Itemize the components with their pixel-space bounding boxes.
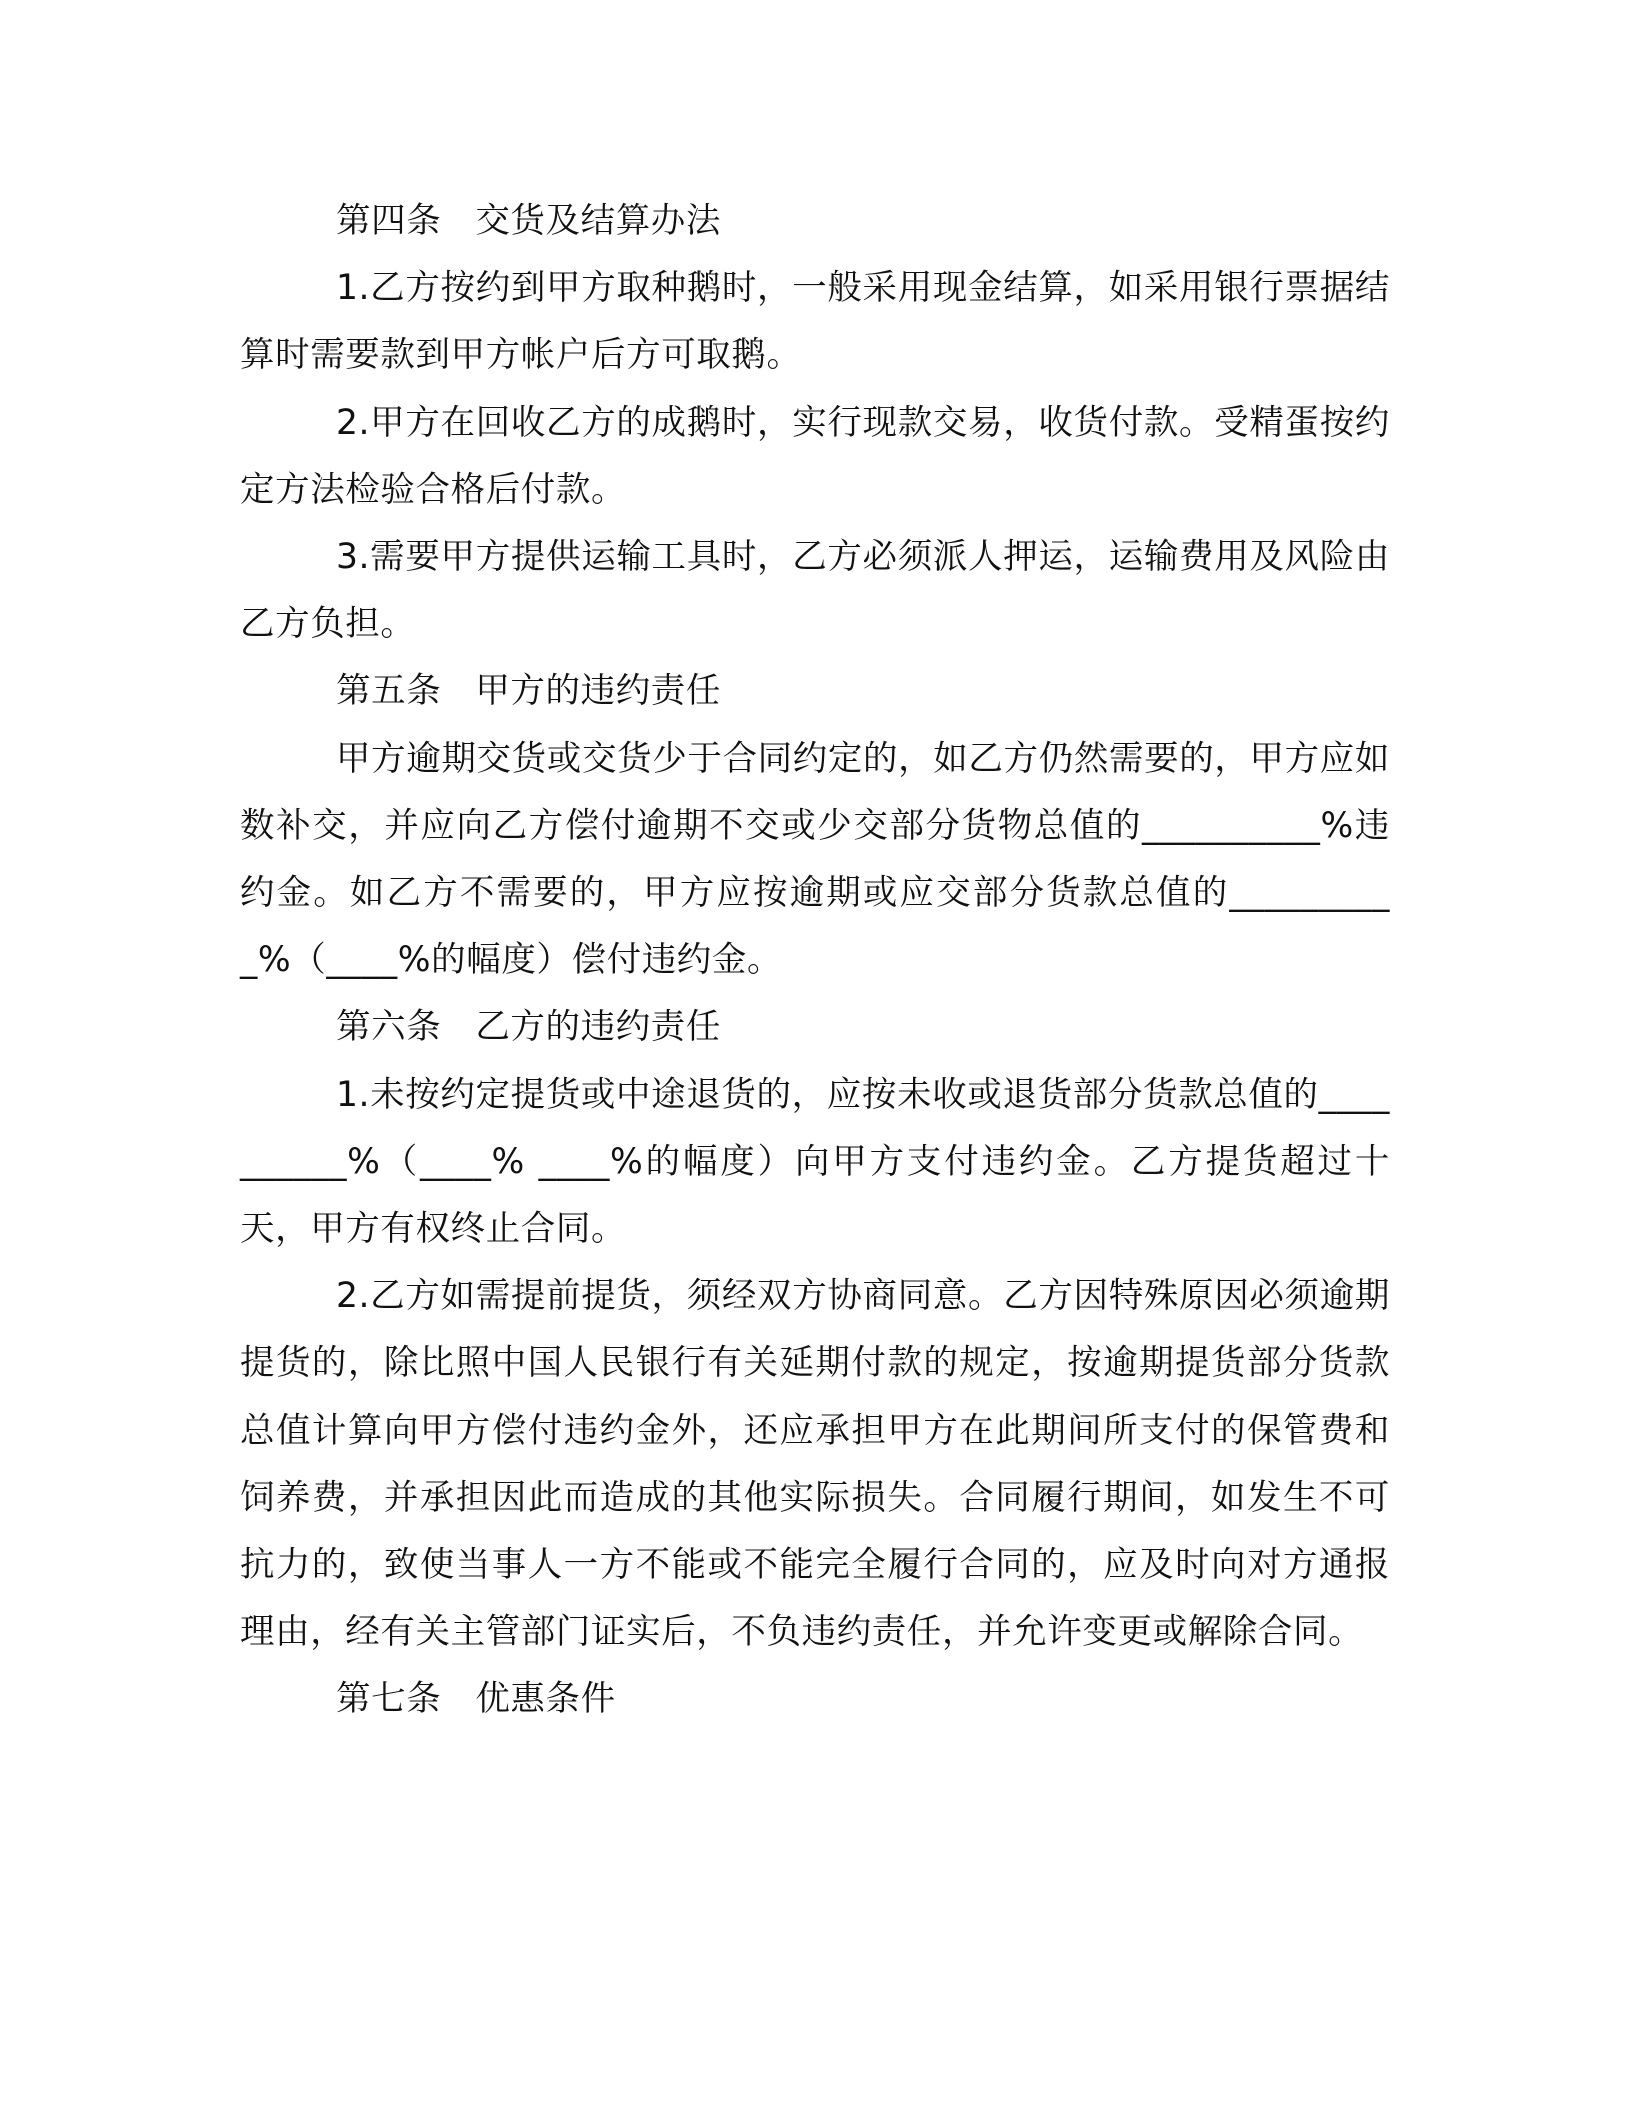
article-5-body: 甲方逾期交货或交货少于合同约定的，如乙方仍然需要的，甲方应如数补交，并应向乙方偿付逾期不交或少交部分货物总值的__________%违约金。如乙方不需要的，甲方应按逾期或应交部分货款总值的__________%（____%的幅度）偿付违约金。 <box>240 738 1390 981</box>
article-7-heading <box>240 1666 1390 1733</box>
article-6-number: 第六条 <box>336 1007 442 1048</box>
article-7-title: 优惠条件 <box>475 1679 616 1720</box>
article-4-heading <box>240 188 1390 255</box>
article-6-item-2: 2.乙方如需提前提货，须经双方协商同意。乙方因特殊原因必须逾期提货的，除比照中国人民银行有关延期付款的规定，按逾期提货部分货款总值计算向甲方偿付违约金外，还应承担甲方在此期间所支付的保管费和饲养费，并承担因此而造成的其他实际损失。合同履行期间，如发生不可抗力的，致使当事人一方不能或不能完全履行合同的，应及时向对方通报理由，经有关主管部门证实后，不负违约责任，并允许变更或解除合同。 <box>240 1276 1390 1653</box>
article-4-number: 第四条 <box>336 201 442 241</box>
article-4-item-3: 3.需要甲方提供运输工具时，乙方必须派人押运，运输费用及风险由乙方负担。 <box>240 537 1390 645</box>
article-5-title: 甲方的违约责任 <box>475 671 722 712</box>
article-7-number: 第七条 <box>336 1679 442 1720</box>
article-6-heading <box>240 994 1390 1061</box>
article-5-heading <box>240 658 1390 725</box>
article-6-item-1: 1.未按约定提货或中途退货的，应按未收或退货部分货款总值的__________%（____% ____%的幅度）向甲方支付违约金。乙方提货超过十天，甲方有权终止合同。 <box>240 1074 1390 1250</box>
article-4-title: 交货及结算办法 <box>475 201 722 241</box>
article-6-title: 乙方的违约责任 <box>475 1007 722 1048</box>
article-5-number: 第五条 <box>336 671 442 712</box>
article-4-item-1: 1.乙方按约到甲方取种鹅时，一般采用现金结算，如采用银行票据结算时需要款到甲方帐户后方可取鹅。 <box>240 268 1390 376</box>
contract-body <box>240 188 1390 1734</box>
article-4-item-2: 2.甲方在回收乙方的成鹅时，实行现款交易，收货付款。受精蛋按约定方法检验合格后付款。 <box>240 402 1390 510</box>
